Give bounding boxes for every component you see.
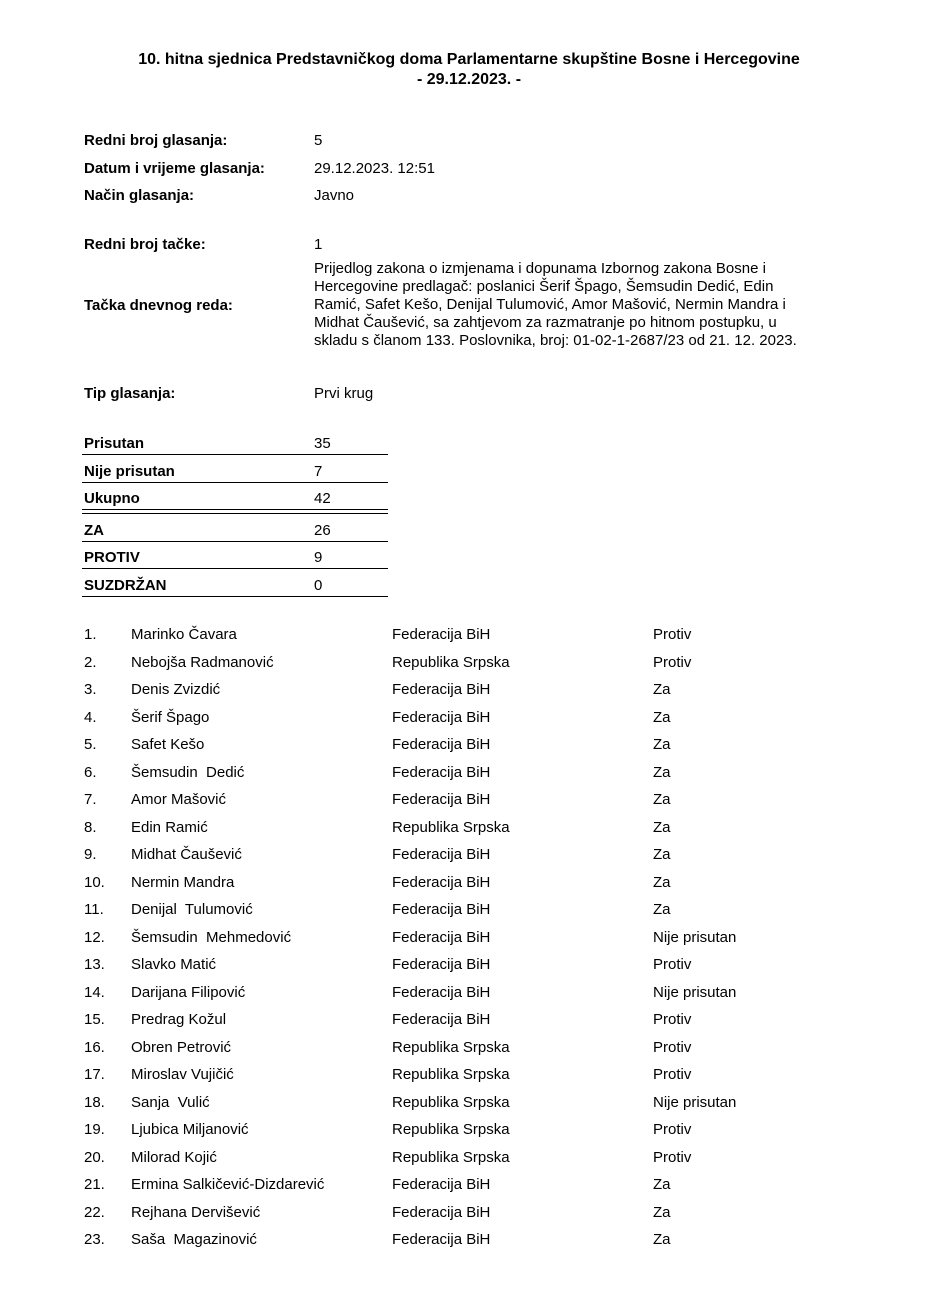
summary-divider <box>82 568 388 569</box>
member-entity: Federacija BiH <box>392 708 491 726</box>
member-name: Edin Ramić <box>131 818 208 836</box>
member-number: 11. <box>84 901 104 918</box>
vote-row <box>0 1176 938 1200</box>
member-vote: Za <box>653 901 671 918</box>
member-name: Predrag Kožul <box>131 1011 227 1028</box>
member-entity: Federacija BiH <box>392 1203 491 1221</box>
member-number: 18. <box>84 1093 105 1111</box>
vote-row <box>0 1149 938 1173</box>
member-name: Ermina Salkičević-Dizdarević <box>131 1176 325 1193</box>
document-title <box>0 50 938 90</box>
member-number: 14. <box>84 983 105 1001</box>
summary-value: 0 <box>314 577 323 594</box>
member-name: Rejhana Dervišević <box>131 1203 261 1221</box>
title-line-2: - 29.12.2023. - <box>416 71 522 88</box>
member-name: Amor Mašović <box>131 791 227 808</box>
member-number: 15. <box>84 1011 105 1028</box>
vote-row <box>0 1011 938 1035</box>
member-vote: Za <box>653 1176 671 1193</box>
vote-row <box>0 956 938 980</box>
member-entity: Federacija BiH <box>392 681 491 698</box>
summary-label: ZA <box>84 522 104 539</box>
member-entity: Federacija BiH <box>392 873 491 891</box>
vote-row <box>0 791 938 815</box>
vote-row <box>0 819 938 843</box>
member-vote: Protiv <box>653 1038 692 1056</box>
vote-number-label: Redni broj glasanja: <box>84 132 228 149</box>
member-number: 20. <box>84 1148 105 1166</box>
summary-label: PROTIV <box>84 549 140 566</box>
member-entity: Republika Srpska <box>392 1148 510 1166</box>
member-entity: Federacija BiH <box>392 901 491 918</box>
member-name: Saša Magazinović <box>131 1231 257 1248</box>
member-vote: Nije prisutan <box>653 983 737 1001</box>
agenda-line: Prijedlog zakona o izmjenama i dopunama Izbornog zakona Bosne i <box>314 260 766 277</box>
member-number: 4. <box>84 708 97 726</box>
summary-value: 9 <box>314 549 323 566</box>
agenda-line: Ramić, Safet Kešo, Denijal Tulumović, Amor Mašović, Nermin Mandra i <box>314 296 786 313</box>
agenda-line: skladu s članom 133. Poslovnika, broj: 01-02-1-2687/23 od 21. 12. 2023. <box>314 332 797 349</box>
member-name: Ljubica Miljanović <box>131 1121 249 1138</box>
member-number: 8. <box>84 818 97 836</box>
member-name: Marinko Čavara <box>131 626 237 643</box>
vote-row <box>0 654 938 678</box>
member-name: Denis Zvizdić <box>131 681 221 698</box>
member-name: Midhat Čaušević <box>131 846 242 863</box>
summary-divider <box>82 482 388 483</box>
summary-label: Nije prisutan <box>84 463 175 480</box>
member-number: 9. <box>84 846 97 863</box>
member-vote: Za <box>653 1203 671 1221</box>
item-number-value: 1 <box>314 236 323 253</box>
member-vote: Za <box>653 791 671 808</box>
member-number: 3. <box>84 681 97 698</box>
member-entity: Federacija BiH <box>392 846 491 863</box>
member-number: 6. <box>84 763 97 781</box>
member-entity: Republika Srpska <box>392 818 510 836</box>
member-entity: Federacija BiH <box>392 1011 491 1028</box>
member-entity: Republika Srpska <box>392 1093 510 1111</box>
member-vote: Za <box>653 736 671 753</box>
member-name: Sanja Vulić <box>131 1093 210 1111</box>
member-number: 21. <box>84 1176 105 1193</box>
member-vote: Protiv <box>653 1066 692 1083</box>
vote-datetime-label: Datum i vrijeme glasanja: <box>84 160 265 177</box>
member-entity: Federacija BiH <box>392 736 491 753</box>
member-entity: Federacija BiH <box>392 983 491 1001</box>
member-number: 10. <box>84 873 105 891</box>
member-number: 19. <box>84 1121 105 1138</box>
summary-row-for <box>82 522 388 549</box>
vote-row <box>0 764 938 788</box>
member-name: Darijana Filipović <box>131 983 246 1001</box>
summary-row-abstain <box>82 577 388 604</box>
member-entity: Federacija BiH <box>392 956 491 973</box>
agenda-line: Hercegovine predlagač: poslanici Šerif Špago, Šemsudin Dedić, Edin <box>314 278 774 295</box>
member-name: Šemsudin Mehmedović <box>131 928 292 946</box>
member-number: 17. <box>84 1066 105 1083</box>
member-entity: Republika Srpska <box>392 1121 510 1138</box>
title-line-1: 10. hitna sjednica Predstavničkog doma Parlamentarne skupštine Bosne i Hercegovine <box>138 51 800 68</box>
agenda-item-label: Tačka dnevnog reda: <box>84 297 233 314</box>
member-name: Nermin Mandra <box>131 873 235 891</box>
summary-row-present <box>82 435 388 462</box>
summary-label: SUZDRŽAN <box>84 577 167 594</box>
member-entity: Federacija BiH <box>392 763 491 781</box>
member-entity: Republika Srpska <box>392 1038 510 1056</box>
summary-label: Prisutan <box>84 435 145 452</box>
vote-row <box>0 1066 938 1090</box>
vote-row <box>0 681 938 705</box>
item-number-label: Redni broj tačke: <box>84 236 206 253</box>
summary-divider <box>82 454 388 455</box>
vote-row <box>0 1204 938 1228</box>
member-vote: Za <box>653 681 671 698</box>
member-vote: Za <box>653 708 671 726</box>
vote-row <box>0 1094 938 1118</box>
member-number: 16. <box>84 1038 105 1056</box>
vote-row <box>0 846 938 870</box>
vote-datetime-value: 29.12.2023. 12:51 <box>314 160 435 177</box>
member-entity: Federacija BiH <box>392 1231 491 1248</box>
member-number: 23. <box>84 1231 105 1248</box>
agenda-item-text <box>314 260 844 350</box>
vote-row <box>0 1121 938 1145</box>
member-name: Safet Kešo <box>131 736 205 753</box>
summary-row-against <box>82 549 388 576</box>
summary-value: 7 <box>314 463 323 480</box>
member-vote: Za <box>653 846 671 863</box>
vote-row <box>0 736 938 760</box>
member-name: Šemsudin Dedić <box>131 763 245 781</box>
member-vote: Protiv <box>653 1011 692 1028</box>
member-vote: Za <box>653 763 671 781</box>
member-vote: Protiv <box>653 626 692 643</box>
summary-divider <box>82 541 388 542</box>
vote-number-value: 5 <box>314 132 323 149</box>
member-vote: Nije prisutan <box>653 1093 737 1111</box>
member-name: Denijal Tulumović <box>131 901 253 918</box>
member-vote: Za <box>653 873 671 891</box>
vote-row <box>0 709 938 733</box>
member-number: 5. <box>84 736 97 753</box>
vote-type-value: Prvi krug <box>314 385 374 402</box>
member-name: Šerif Špago <box>131 708 210 726</box>
summary-row-absent <box>82 463 388 490</box>
summary-divider <box>82 596 388 597</box>
vote-method-value: Javno <box>314 187 355 204</box>
member-vote: Protiv <box>653 1148 692 1166</box>
member-vote: Protiv <box>653 653 692 671</box>
member-vote: Za <box>653 818 671 836</box>
member-vote: Nije prisutan <box>653 928 737 946</box>
member-number: 13. <box>84 956 105 973</box>
member-name: Slavko Matić <box>131 956 217 973</box>
member-vote: Protiv <box>653 956 692 973</box>
member-entity: Federacija BiH <box>392 626 491 643</box>
summary-label: Ukupno <box>84 490 140 507</box>
member-name: Milorad Kojić <box>131 1148 217 1166</box>
summary-double-divider <box>82 509 388 514</box>
member-name: Obren Petrović <box>131 1038 232 1056</box>
member-name: Miroslav Vujičić <box>131 1066 234 1083</box>
member-entity: Federacija BiH <box>392 791 491 808</box>
vote-row <box>0 929 938 953</box>
member-number: 12. <box>84 928 105 946</box>
vote-row <box>0 874 938 898</box>
vote-row <box>0 626 938 650</box>
member-entity: Federacija BiH <box>392 928 491 946</box>
summary-value: 35 <box>314 435 331 452</box>
member-number: 1. <box>84 626 97 643</box>
member-number: 22. <box>84 1203 105 1221</box>
member-entity: Republika Srpska <box>392 1066 510 1083</box>
member-vote: Za <box>653 1231 671 1248</box>
member-entity: Republika Srpska <box>392 653 510 671</box>
vote-row <box>0 1039 938 1063</box>
vote-row <box>0 984 938 1008</box>
vote-type-label: Tip glasanja: <box>84 385 176 402</box>
member-number: 2. <box>84 653 97 671</box>
vote-method-label: Način glasanja: <box>84 187 195 204</box>
member-vote: Protiv <box>653 1121 692 1138</box>
member-entity: Federacija BiH <box>392 1176 491 1193</box>
member-name: Nebojša Radmanović <box>131 653 274 671</box>
vote-row <box>0 901 938 925</box>
vote-row <box>0 1231 938 1255</box>
member-number: 7. <box>84 791 97 808</box>
summary-value: 26 <box>314 522 331 539</box>
summary-value: 42 <box>314 490 331 507</box>
agenda-line: Midhat Čaušević, sa zahtjevom za razmatranje po hitnom postupku, u <box>314 314 777 331</box>
